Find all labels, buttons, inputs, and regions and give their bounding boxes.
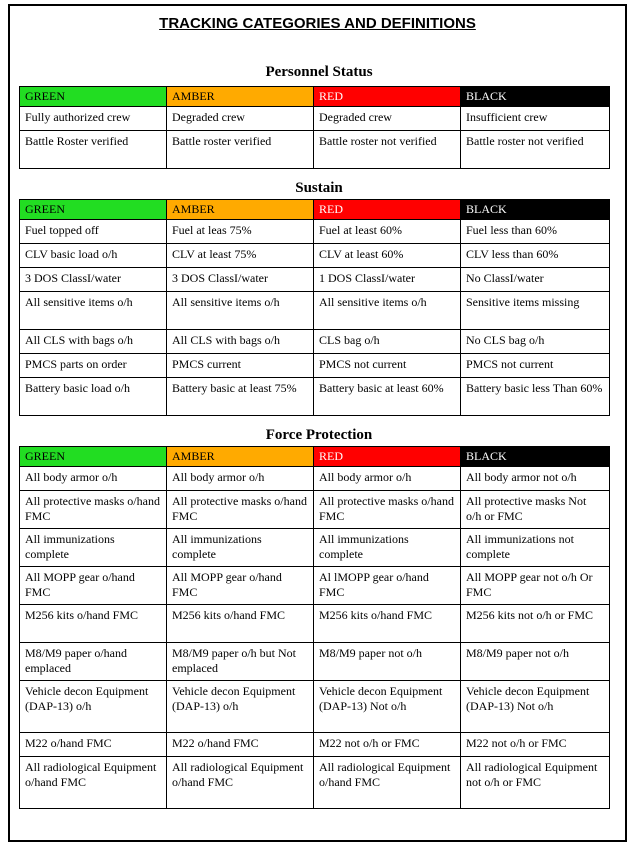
header-black: BLACK <box>461 87 610 107</box>
table-row <box>20 491 610 529</box>
header-green: GREEN <box>20 447 167 467</box>
header-row <box>20 87 610 107</box>
cell-green: All body armor o/h <box>20 467 167 491</box>
cell-red: M256 kits o/hand FMC <box>314 605 461 643</box>
cell-red: Fuel at least 60% <box>314 220 461 244</box>
cell-green: All sensitive items o/h <box>20 292 167 330</box>
cell-amber: Vehicle decon Equipment (DAP-13) o/h <box>167 681 314 733</box>
cell-red: All immunizations complete <box>314 529 461 567</box>
cell-red: Degraded crew <box>314 107 461 131</box>
cell-red: M8/M9 paper not o/h <box>314 643 461 681</box>
cell-black: M22 not o/h or FMC <box>461 733 610 757</box>
cell-green: CLV basic load o/h <box>20 244 167 268</box>
cell-green: Vehicle decon Equipment (DAP-13) o/h <box>20 681 167 733</box>
cell-amber: Degraded crew <box>167 107 314 131</box>
cell-amber: M8/M9 paper o/h but Not emplaced <box>167 643 314 681</box>
cell-amber: All MOPP gear o/hand FMC <box>167 567 314 605</box>
table-row <box>20 292 610 330</box>
cell-amber: All CLS with bags o/h <box>167 330 314 354</box>
table-row <box>20 733 610 757</box>
table-sustain <box>19 199 610 416</box>
header-black: BLACK <box>461 200 610 220</box>
header-red: RED <box>314 87 461 107</box>
cell-amber: CLV at least 75% <box>167 244 314 268</box>
header-amber: AMBER <box>167 447 314 467</box>
cell-red: CLS bag o/h <box>314 330 461 354</box>
cell-black: PMCS not current <box>461 354 610 378</box>
table-row <box>20 107 610 131</box>
cell-amber: All sensitive items o/h <box>167 292 314 330</box>
section-title-sustain: Sustain <box>295 180 343 196</box>
table-row <box>20 354 610 378</box>
cell-amber: Battery basic at least 75% <box>167 378 314 416</box>
table-row <box>20 268 610 292</box>
header-red: RED <box>314 200 461 220</box>
cell-green: M22 o/hand FMC <box>20 733 167 757</box>
cell-green: M256 kits o/hand FMC <box>20 605 167 643</box>
table-row <box>20 567 610 605</box>
cell-red: All body armor o/h <box>314 467 461 491</box>
cell-amber: M256 kits o/hand FMC <box>167 605 314 643</box>
header-green: GREEN <box>20 87 167 107</box>
cell-red: All protective masks o/hand FMC <box>314 491 461 529</box>
header-amber: AMBER <box>167 200 314 220</box>
cell-red: CLV at least 60% <box>314 244 461 268</box>
cell-red: 1 DOS ClassI/water <box>314 268 461 292</box>
cell-black: Battle roster not verified <box>461 131 610 169</box>
cell-black: Vehicle decon Equipment (DAP-13) Not o/h <box>461 681 610 733</box>
table-row <box>20 757 610 809</box>
cell-black: No CLS bag o/h <box>461 330 610 354</box>
table-row <box>20 131 610 169</box>
cell-amber: All immunizations complete <box>167 529 314 567</box>
section-title-personnel: Personnel Status <box>265 64 373 80</box>
cell-green: All immunizations complete <box>20 529 167 567</box>
cell-green: All protective masks o/hand FMC <box>20 491 167 529</box>
cell-black: All immunizations not complete <box>461 529 610 567</box>
cell-black: CLV less than 60% <box>461 244 610 268</box>
table-row <box>20 330 610 354</box>
cell-amber: M22 o/hand FMC <box>167 733 314 757</box>
table-row <box>20 643 610 681</box>
cell-amber: All body armor o/h <box>167 467 314 491</box>
cell-green: All radiological Equipment o/hand FMC <box>20 757 167 809</box>
cell-black: M8/M9 paper not o/h <box>461 643 610 681</box>
cell-green: All MOPP gear o/hand FMC <box>20 567 167 605</box>
cell-red: PMCS not current <box>314 354 461 378</box>
cell-red: M22 not o/h or FMC <box>314 733 461 757</box>
cell-black: All MOPP gear not o/h Or FMC <box>461 567 610 605</box>
cell-red: All sensitive items o/h <box>314 292 461 330</box>
cell-red: Battery basic at least 60% <box>314 378 461 416</box>
cell-black: All protective masks Not o/h or FMC <box>461 491 610 529</box>
cell-red: All radiological Equipment o/hand FMC <box>314 757 461 809</box>
cell-black: No ClassI/water <box>461 268 610 292</box>
cell-green: Fuel topped off <box>20 220 167 244</box>
cell-green: Battery basic load o/h <box>20 378 167 416</box>
cell-black: All body armor not o/h <box>461 467 610 491</box>
cell-amber: All radiological Equipment o/hand FMC <box>167 757 314 809</box>
cell-green: All CLS with bags o/h <box>20 330 167 354</box>
cell-black: Sensitive items missing <box>461 292 610 330</box>
table-row <box>20 467 610 491</box>
page-title: TRACKING CATEGORIES AND DEFINITIONS <box>159 15 476 32</box>
table-row <box>20 220 610 244</box>
header-amber: AMBER <box>167 87 314 107</box>
cell-green: Fully authorized crew <box>20 107 167 131</box>
table-personnel <box>19 86 610 169</box>
table-row <box>20 681 610 733</box>
cell-amber: All protective masks o/hand FMC <box>167 491 314 529</box>
table-row <box>20 529 610 567</box>
cell-green: 3 DOS ClassI/water <box>20 268 167 292</box>
cell-red: Vehicle decon Equipment (DAP-13) Not o/h <box>314 681 461 733</box>
cell-amber: Fuel at leas 75% <box>167 220 314 244</box>
cell-amber: PMCS current <box>167 354 314 378</box>
cell-amber: Battle roster verified <box>167 131 314 169</box>
table-force-protection <box>19 446 610 809</box>
cell-black: Fuel less than 60% <box>461 220 610 244</box>
cell-green: Battle Roster verified <box>20 131 167 169</box>
table-row <box>20 244 610 268</box>
header-row <box>20 200 610 220</box>
cell-green: M8/M9 paper o/hand emplaced <box>20 643 167 681</box>
cell-red: Al lMOPP gear o/hand FMC <box>314 567 461 605</box>
table-row <box>20 605 610 643</box>
cell-black: All radiological Equipment not o/h or FMC <box>461 757 610 809</box>
header-black: BLACK <box>461 447 610 467</box>
table-row <box>20 378 610 416</box>
cell-green: PMCS parts on order <box>20 354 167 378</box>
cell-black: Insufficient crew <box>461 107 610 131</box>
cell-red: Battle roster not verified <box>314 131 461 169</box>
header-row <box>20 447 610 467</box>
header-red: RED <box>314 447 461 467</box>
cell-amber: 3 DOS ClassI/water <box>167 268 314 292</box>
section-title-force-protection: Force Protection <box>265 427 373 443</box>
cell-black: M256 kits not o/h or FMC <box>461 605 610 643</box>
header-green: GREEN <box>20 200 167 220</box>
cell-black: Battery basic less Than 60% <box>461 378 610 416</box>
